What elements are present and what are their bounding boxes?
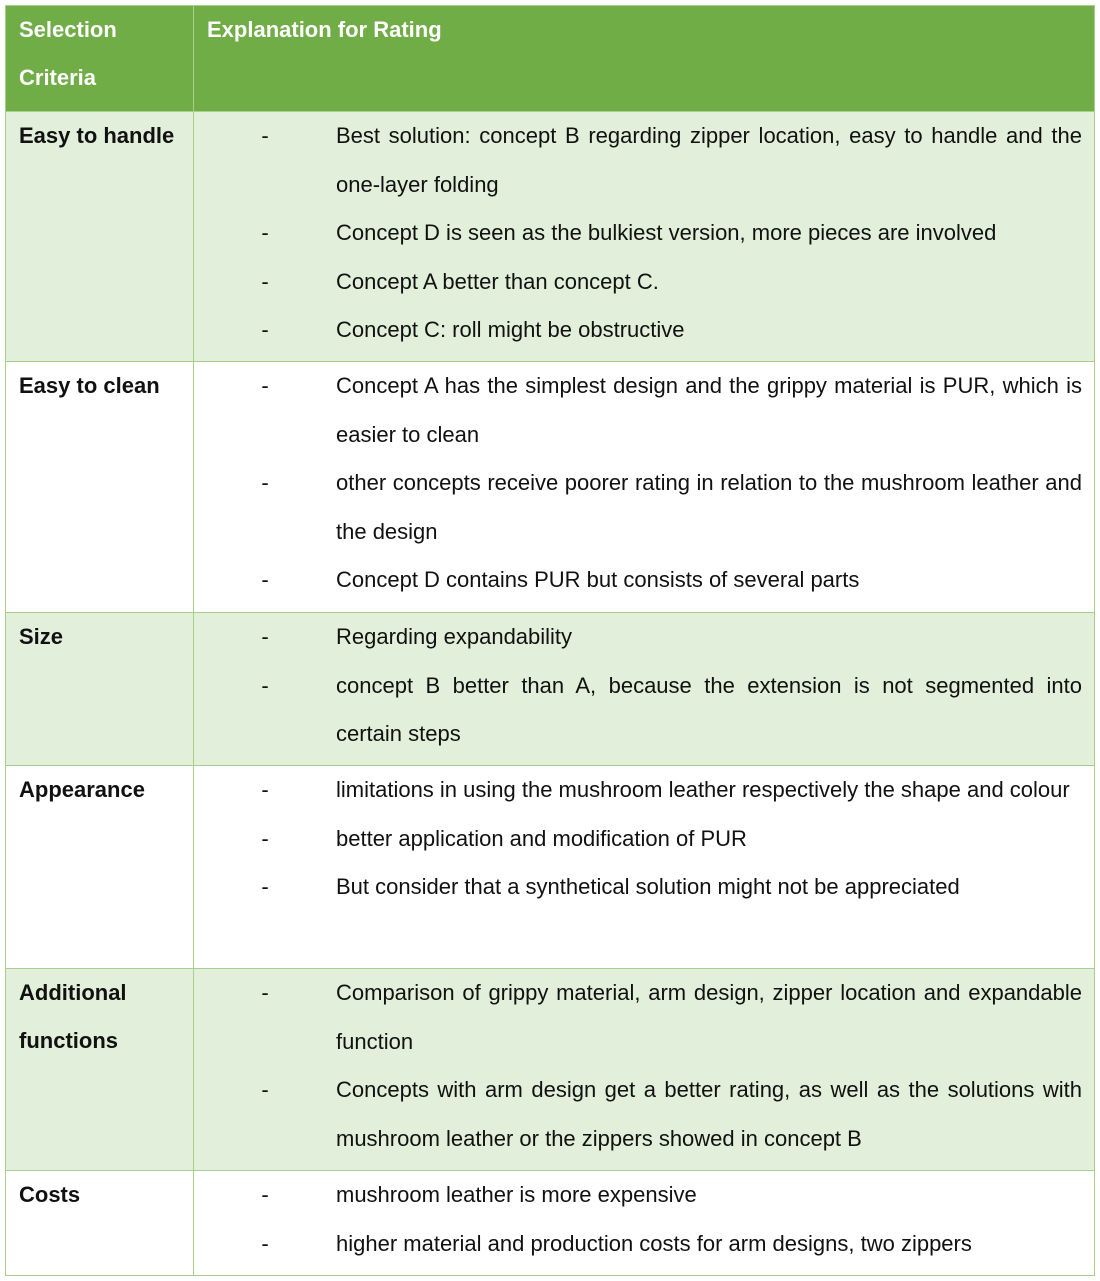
criterion-cell	[6, 112, 194, 362]
criterion-cell	[6, 1171, 194, 1276]
bullet-text: limitations in using the mushroom leather respectively the shape and colour	[336, 777, 1070, 802]
table-row	[6, 1171, 1095, 1276]
bullet-text: other concepts receive poorer rating in relation to the mushroom leather and the design	[336, 470, 1082, 544]
criterion-label: Easy to handle	[19, 123, 175, 148]
bullet-dash: -	[261, 220, 269, 245]
bullet-item	[194, 613, 1082, 662]
bullet-text: mushroom leather is more expensive	[336, 1182, 697, 1207]
bullet-dash: -	[261, 317, 269, 342]
explanation-cell	[194, 362, 1095, 613]
bullet-text: Concept A better than concept C.	[336, 268, 659, 294]
bullet-dash: -	[261, 777, 269, 802]
bullet-text: Concept D is seen as the bulkiest version, more pieces are involved	[336, 220, 997, 245]
bullet-text: Concept D contains PUR but consists of several parts	[336, 567, 860, 592]
table-row	[6, 362, 1095, 613]
bullet-text: higher material and production costs for arm designs, two zippers	[336, 1230, 972, 1256]
bullet-dash: -	[261, 1182, 269, 1207]
bullet-item	[194, 258, 1082, 307]
bullet-item	[194, 1220, 1082, 1269]
explanation-cell	[194, 969, 1095, 1171]
bullet-dash: -	[261, 980, 269, 1005]
bullet-dash: -	[261, 624, 269, 649]
bullet-dash: -	[261, 1077, 269, 1102]
bullet-text: Regarding expandability	[336, 624, 573, 649]
criterion-label: Additional functions	[19, 980, 127, 1053]
bullet-item	[194, 556, 1082, 605]
table-body	[6, 112, 1095, 1276]
bullet-text: concept B better than A, because the extension is not segmented into certain steps	[336, 672, 1082, 746]
bullet-item	[194, 863, 1082, 912]
bullet-text: Best solution: concept B regarding zipper location, easy to handle and the one-layer folding	[336, 123, 1082, 197]
criterion-cell	[6, 766, 194, 969]
bullet-text: better application and modification of PUR	[336, 825, 747, 851]
bullet-dash: -	[261, 373, 269, 398]
criterion-cell	[6, 362, 194, 613]
bullet-dash: -	[261, 672, 269, 698]
bullet-item	[194, 362, 1082, 459]
explanation-cell	[194, 112, 1095, 362]
bullet-item	[194, 209, 1082, 258]
table-row	[6, 969, 1095, 1171]
bullet-item	[194, 815, 1082, 864]
explanation-cell	[194, 613, 1095, 766]
criterion-cell	[6, 969, 194, 1171]
bullet-text: Concepts with arm design get a better rating, as well as the solutions with mushroom leather or the zippers showed in concept B	[336, 1077, 1082, 1151]
criteria-rating-table	[5, 5, 1095, 1276]
bullet-text: Comparison of grippy material, arm design, zipper location and expandable function	[336, 980, 1082, 1054]
criterion-label: Costs	[19, 1182, 81, 1207]
bullet-item	[194, 969, 1082, 1066]
bullet-item	[194, 1171, 1082, 1220]
bullet-text: Concept C: roll might be obstructive	[336, 317, 685, 342]
bullet-item	[194, 306, 1082, 355]
bullet-text: Concept A has the simplest design and the grippy material is PUR, which is easier to clean	[336, 373, 1082, 447]
bullet-dash: -	[261, 470, 269, 495]
criterion-label: Size	[19, 624, 64, 649]
criterion-label: Easy to clean	[19, 373, 160, 398]
bullet-dash: -	[261, 825, 269, 851]
bullet-text: But consider that a synthetical solution might not be appreciated	[336, 874, 960, 899]
explanation-cell	[194, 766, 1095, 969]
bullet-item	[194, 1066, 1082, 1163]
table-row	[6, 112, 1095, 362]
criterion-cell	[6, 613, 194, 766]
criterion-label: Appearance	[19, 777, 145, 802]
bullet-item	[194, 112, 1082, 209]
bullet-dash: -	[261, 123, 269, 148]
header-explanation-for-rating: Explanation for Rating	[194, 6, 1095, 112]
bullet-item	[194, 459, 1082, 556]
bullet-dash: -	[261, 268, 269, 294]
bullet-dash: -	[261, 567, 269, 592]
table-header-row	[6, 6, 1095, 112]
bullet-item	[194, 766, 1082, 815]
bullet-dash: -	[261, 874, 269, 899]
explanation-cell	[194, 1171, 1095, 1276]
table-row	[6, 613, 1095, 766]
bullet-dash: -	[261, 1230, 269, 1256]
table-row	[6, 766, 1095, 969]
header-selection-criteria: Selection Criteria	[6, 6, 194, 112]
bullet-item	[194, 662, 1082, 759]
